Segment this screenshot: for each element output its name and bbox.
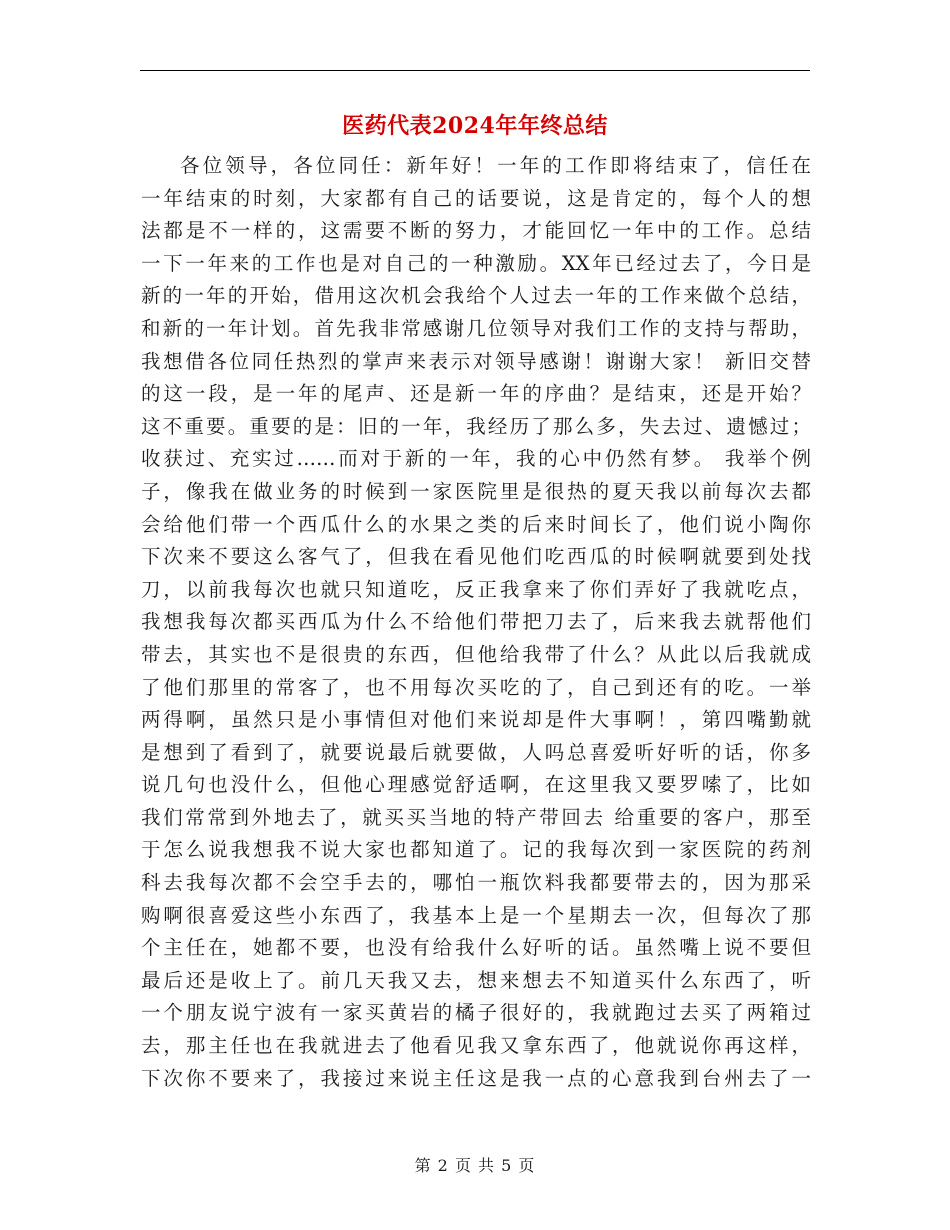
body-line: 法都是不一样的，这需要不断的努力，才能回忆一年中的工作。总结 (141, 219, 811, 243)
body-line: 这不重要。重要的是：旧的一年，我经历了那么多，失去过、遗憾过； (141, 414, 811, 438)
body-line: 的这一段，是一年的尾声、还是新一年的序曲？是结束，还是开始？ (141, 382, 811, 406)
body-line: 去，那主任也在我就进去了他看见我又拿东西了，他就说你再这样， (141, 1034, 811, 1058)
body-line: 和新的一年计划。首先我非常感谢几位领导对我们工作的支持与帮助， (141, 316, 811, 340)
document-title: 医药代表2024年年终总结 (342, 113, 608, 139)
body-line: 了他们那里的常客了，也不用每次买吃的了，自己到还有的吃。一举 (141, 675, 811, 699)
body-line: 新的一年的开始，借用这次机会我给个人过去一年的工作来做个总结， (141, 284, 811, 308)
body-line: 子，像我在做业务的时候到一家医院里是很热的夏天我以前每次去都 (141, 479, 811, 503)
body-line: 说几句也没什么，但他心理感觉舒适啊，在这里我又要罗嗦了，比如 (141, 773, 811, 797)
header-rule (140, 70, 810, 71)
body-line: 我们常常到外地去了，就买买当地的特产带回去 给重要的客户，那至 (141, 805, 811, 829)
body-line: 一个朋友说宁波有一家买黄岩的橘子很好的，我就跑过去买了两箱过 (141, 1001, 811, 1025)
body-line: 一年结束的时刻，大家都有自己的话要说，这是肯定的，每个人的想 (141, 186, 811, 210)
body-line: 于怎么说我想我不说大家也都知道了。记的我每次到一家医院的药剂 (141, 838, 811, 862)
body-line: 收获过、充实过……而对于新的一年，我的心中仍然有梦。 我举个例 (141, 447, 811, 471)
document-body (141, 150, 811, 1095)
body-line: 个主任在，她都不要，也没有给我什么好听的话。虽然嘴上说不要但 (141, 936, 811, 960)
body-line: 我想借各位同任热烈的掌声来表示对领导感谢！谢谢大家！ 新旧交替 (141, 349, 811, 373)
body-line: 我想我每次都买西瓜为什么不给他们带把刀去了，后来我去就帮他们 (141, 610, 811, 634)
body-line: 两得啊，虽然只是小事情但对他们来说却是件大事啊！，第四嘴勤就 (141, 708, 811, 732)
body-line: 科去我每次都不会空手去的，哪怕一瓶饮料我都要带去的，因为那采 (141, 871, 811, 895)
body-line: 各位领导，各位同任：新年好！一年的工作即将结束了，信任在 (180, 154, 811, 177)
body-line: 购啊很喜爱这些小东西了，我基本上是一个星期去一次，但每次了那 (141, 903, 811, 927)
body-line: 带去，其实也不是很贵的东西，但他给我带了什么？从此以后我就成 (141, 642, 811, 666)
body-line: 最后还是收上了。前几天我又去，想来想去不知道买什么东西了，听 (141, 968, 811, 992)
body-line: 下次来不要这么客气了，但我在看见他们吃西瓜的时候啊就要到处找 (141, 545, 811, 569)
body-line: 是想到了看到了，就要说最后就要做，人吗总喜爱听好听的话，你多 (141, 740, 811, 764)
body-line: 一下一年来的工作也是对自己的一种激励。XX年已经过去了，今日是 (141, 251, 811, 275)
body-line: 刀，以前我每次也就只知道吃，反正我拿来了你们弄好了我就吃点， (141, 577, 811, 601)
body-line: 会给他们带一个西瓜什么的水果之类的后来时间长了，他们说小陶你 (141, 512, 811, 536)
body-line: 下次你不要来了，我接过来说主任这是我一点的心意我到台州去了一 (141, 1066, 811, 1090)
page-number-footer: 第 2 页 共 5 页 (414, 1156, 536, 1175)
